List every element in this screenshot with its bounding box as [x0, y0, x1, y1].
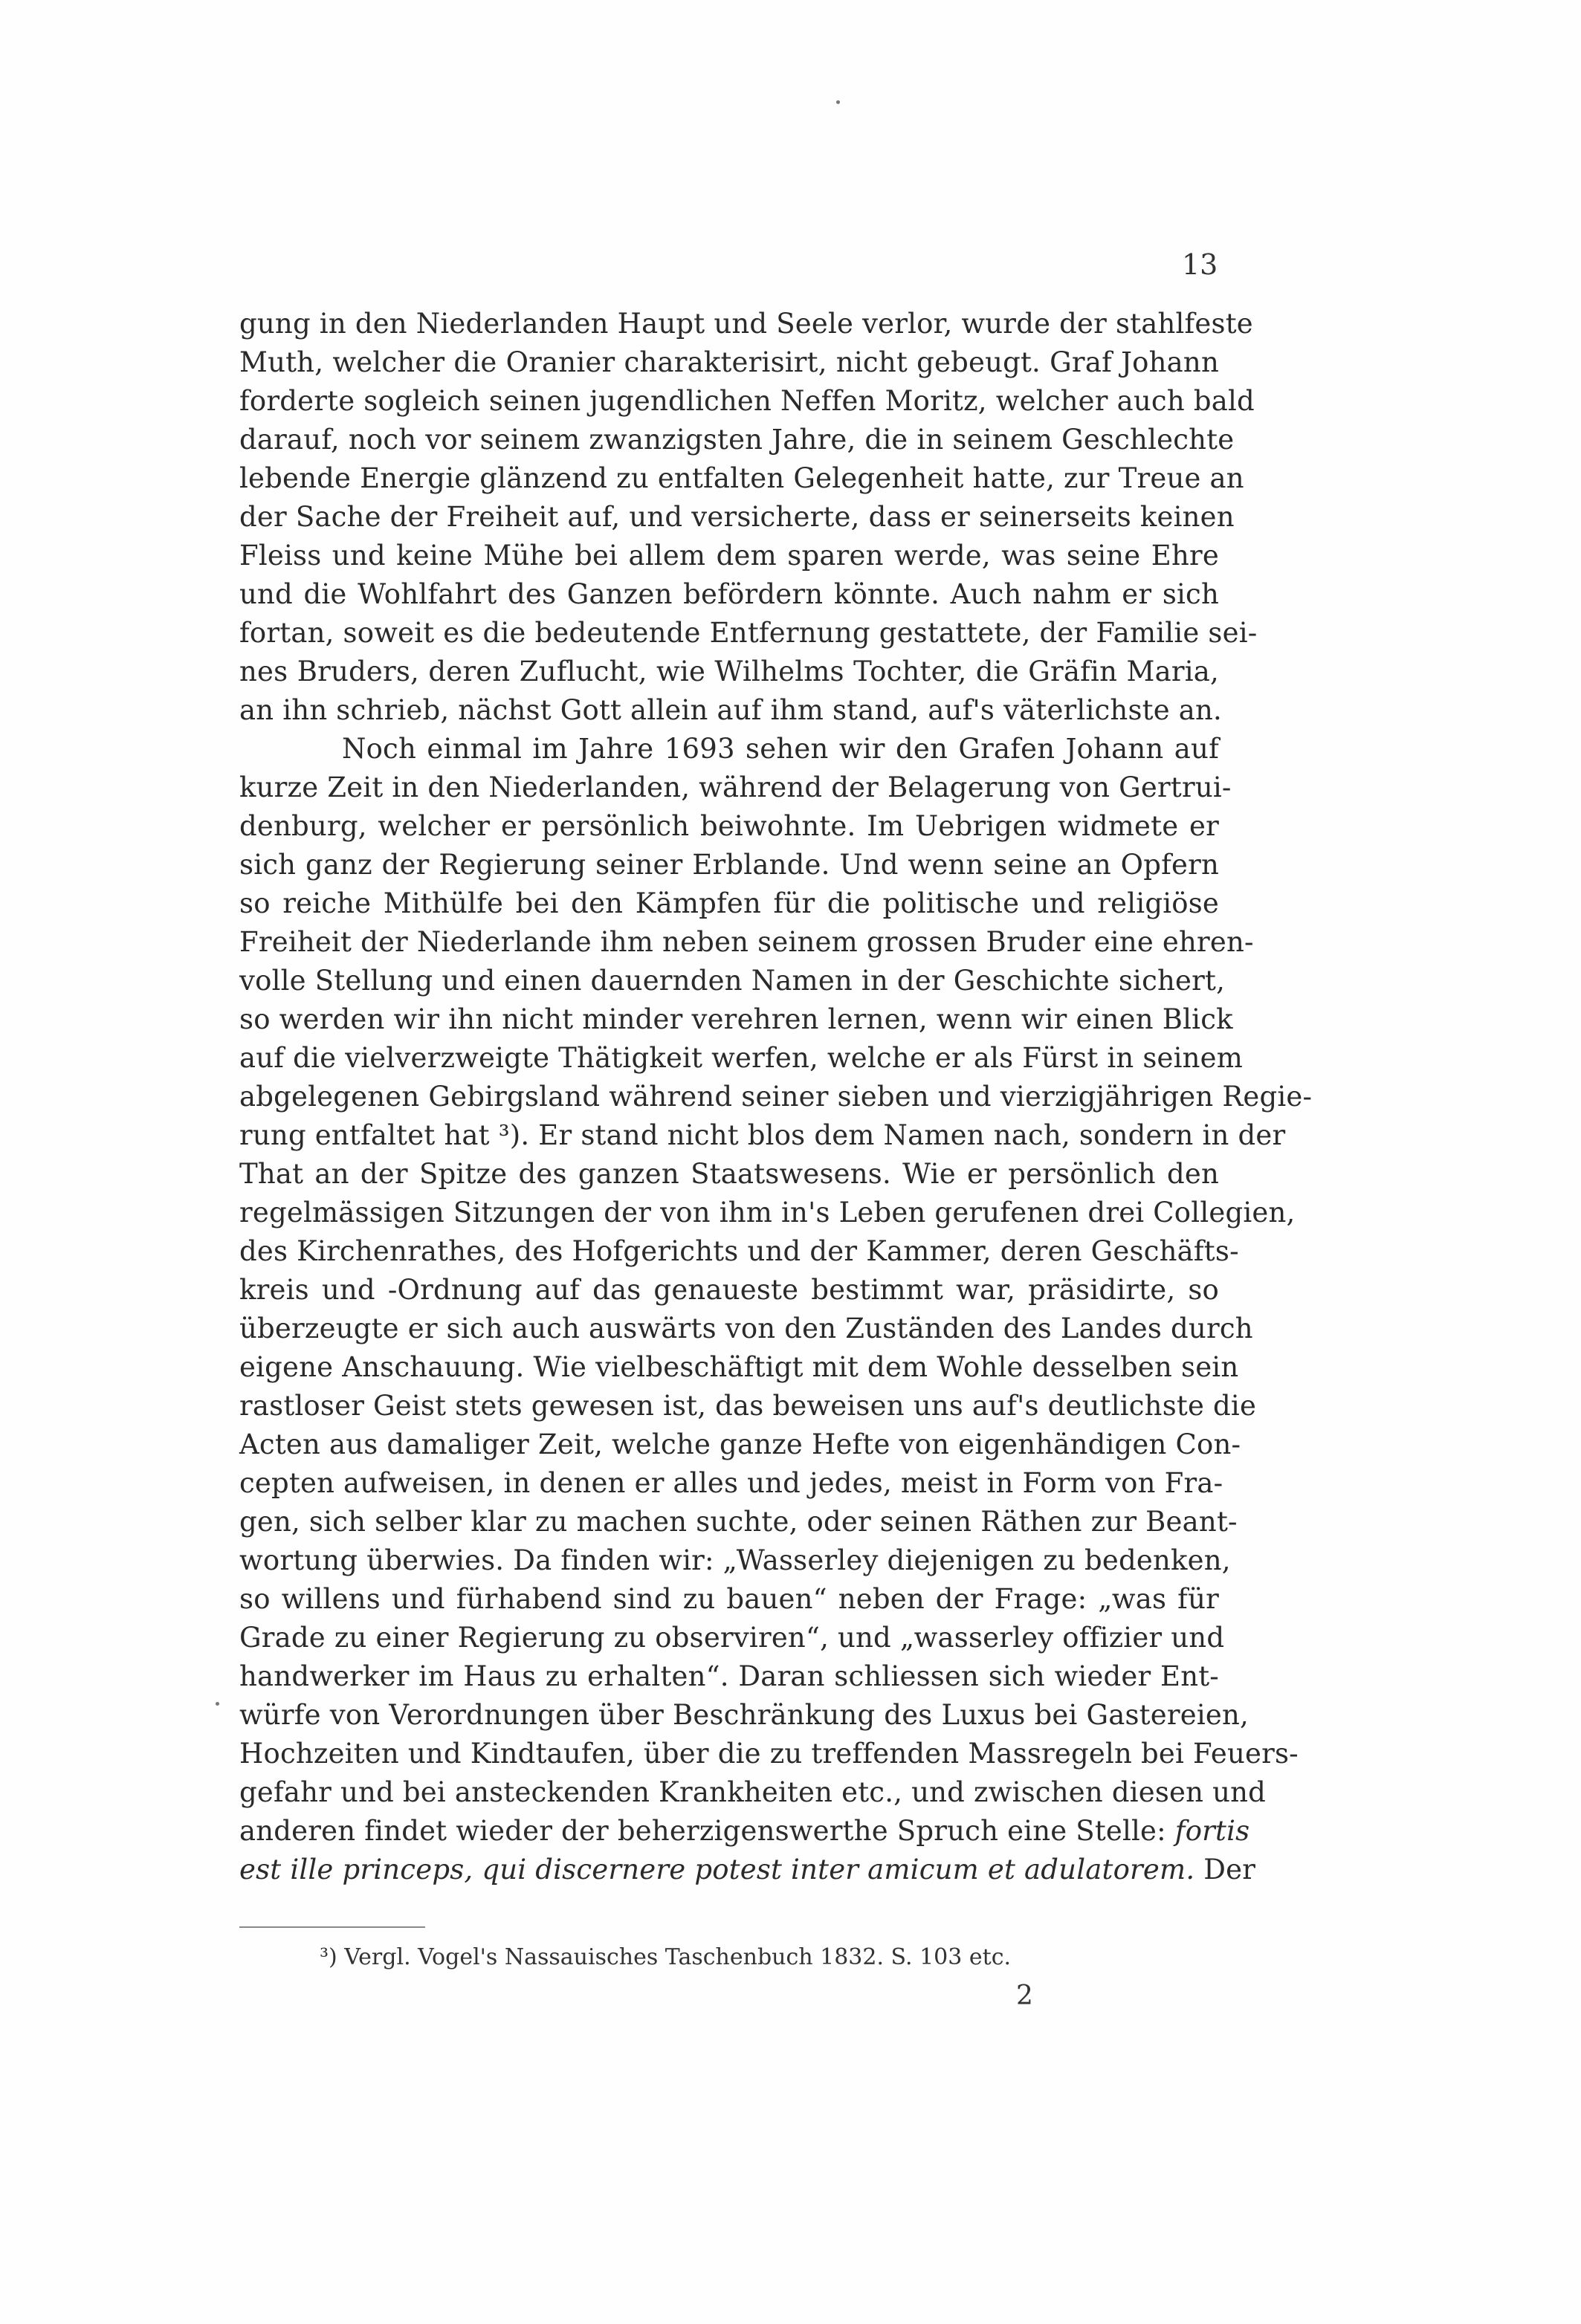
text-line: rung entfaltet hat ³). Er stand nicht blos dem Namen nach, sondern in der [239, 1119, 1286, 1151]
text-line: rastloser Geist stets gewesen ist, das beweisen uns auf's deutlichste die [239, 1390, 1257, 1422]
signature-mark: 2 [1016, 1981, 1033, 2011]
text-line: denburg, welcher er persönlich beiwohnte. Im Uebrigen widmete er [239, 810, 1219, 842]
text-line: abgelegenen Gebirgsland während seiner sieben und vierzigjährigen Regie- [239, 1081, 1313, 1113]
text-line: darauf, noch vor seinem zwanzigsten Jahre, die in seinem Geschlechte [239, 424, 1235, 456]
text-line: gen, sich selber klar zu machen suchte, oder seinen Räthen zur Beant- [239, 1506, 1238, 1538]
text-line: nes Bruders, deren Zuflucht, wie Wilhelms Tochter, die Gräfin Maria, [239, 656, 1219, 687]
text-line: That an der Spitze des ganzen Staatswesens. Wie er persönlich den [239, 1158, 1219, 1190]
italic-word: fortis [1174, 1815, 1250, 1847]
text-line: so willens und fürhabend sind zu bauen“ neben der Frage: „was für [239, 1583, 1219, 1615]
text-line: Freiheit der Niederlande ihm neben seinem grossen Bruder eine ehren- [239, 926, 1254, 958]
text-line: Grade zu einer Regierung zu observiren“, und „wasserley offizier und [239, 1622, 1225, 1654]
text-segment: Der [1203, 1854, 1256, 1886]
text-line: kurze Zeit in den Niederlanden, während der Belagerung von Gertrui- [239, 771, 1232, 803]
text-line: fortan, soweit es die bedeutende Entfernung gestattete, der Familie sei- [239, 617, 1258, 649]
text-line: so reiche Mithülfe bei den Kämpfen für die politische und religiöse [239, 887, 1219, 919]
text-line: so werden wir ihn nicht minder verehren lernen, wenn wir einen Blick [239, 1003, 1233, 1035]
text-line: volle Stellung und einen dauernden Namen in der Geschichte sichert, [239, 965, 1226, 997]
text-line: Hochzeiten und Kindtaufen, über die zu treffenden Massregeln bei Feuers- [239, 1738, 1299, 1770]
text-line: der Sache der Freiheit auf, und versicherte, dass er seinerseits keinen [239, 501, 1235, 533]
paper-speck [216, 1702, 219, 1706]
text-line: kreis und -Ordnung auf das genaueste bestimmt war, präsidirte, so [239, 1274, 1219, 1306]
page-number: 13 [1182, 248, 1218, 281]
text-line: auf die vielverzweigte Thätigkeit werfen, welche er als Fürst in seinem [239, 1042, 1244, 1074]
text-line: lebende Energie glänzend zu entfalten Gelegenheit hatte, zur Treue an [239, 462, 1244, 494]
text-line-latin [239, 1851, 1256, 1889]
text-line: des Kirchenrathes, des Hofgerichts und der Kammer, deren Geschäfts- [239, 1235, 1239, 1267]
paper-speck [836, 100, 840, 104]
text-line: forderte sogleich seinen jugendlichen Neffen Moritz, welcher auch bald [239, 385, 1255, 417]
text-line: cepten aufweisen, in denen er alles und jedes, meist in Form von Fra- [239, 1467, 1223, 1499]
text-line: regelmässigen Sitzungen der von ihm in's Leben gerufenen drei Collegien, [239, 1197, 1296, 1229]
text-line [239, 1812, 1250, 1851]
text-line: handwerker im Haus zu erhalten“. Daran schliessen sich wieder Ent- [239, 1660, 1219, 1692]
text-line: Fleiss und keine Mühe bei allem dem sparen werde, was seine Ehre [239, 540, 1219, 572]
text-line: eigene Anschauung. Wie vielbeschäftigt mit dem Wohle desselben sein [239, 1351, 1239, 1383]
footnote: ³) Vergl. Vogel's Nassauisches Taschenbuch 1832. S. 103 etc. [320, 1944, 1012, 1970]
text-line: an ihn schrieb, nächst Gott allein auf ihm stand, auf's väterlichste an. [239, 694, 1223, 726]
text-line: gung in den Niederlanden Haupt und Seele verlor, wurde der stahlfeste [239, 308, 1253, 340]
text-line: würfe von Verordnungen über Beschränkung des Luxus bei Gastereien, [239, 1699, 1249, 1731]
text-line: und die Wohlfahrt des Ganzen befördern könnte. Auch nahm er sich [239, 578, 1219, 610]
text-line: sich ganz der Regierung seiner Erblande. Und wenn seine an Opfern [239, 849, 1219, 881]
text-line: Acten aus damaliger Zeit, welche ganze Hefte von eigenhändigen Con- [239, 1428, 1241, 1460]
footnote-divider [239, 1926, 425, 1928]
text-line: gefahr und bei ansteckenden Krankheiten etc., und zwischen diesen und [239, 1776, 1267, 1808]
text-line: Noch einmal im Jahre 1693 sehen wir den Grafen Johann auf [342, 733, 1219, 765]
text-line: überzeugte er sich auch auswärts von den Zuständen des Landes durch [239, 1312, 1253, 1344]
latin-quote: est ille princeps, qui discernere potest inter amicum et adulatorem. [239, 1854, 1195, 1886]
text-line: wortung überwies. Da finden wir: „Wasserley diejenigen zu bedenken, [239, 1544, 1231, 1576]
text-line: Muth, welcher die Oranier charakterisirt, nicht gebeugt. Graf Johann [239, 346, 1219, 378]
body-text [239, 305, 1313, 1889]
text-segment: anderen findet wieder der beherzigenswerthe Spruch eine Stelle: [239, 1815, 1166, 1847]
